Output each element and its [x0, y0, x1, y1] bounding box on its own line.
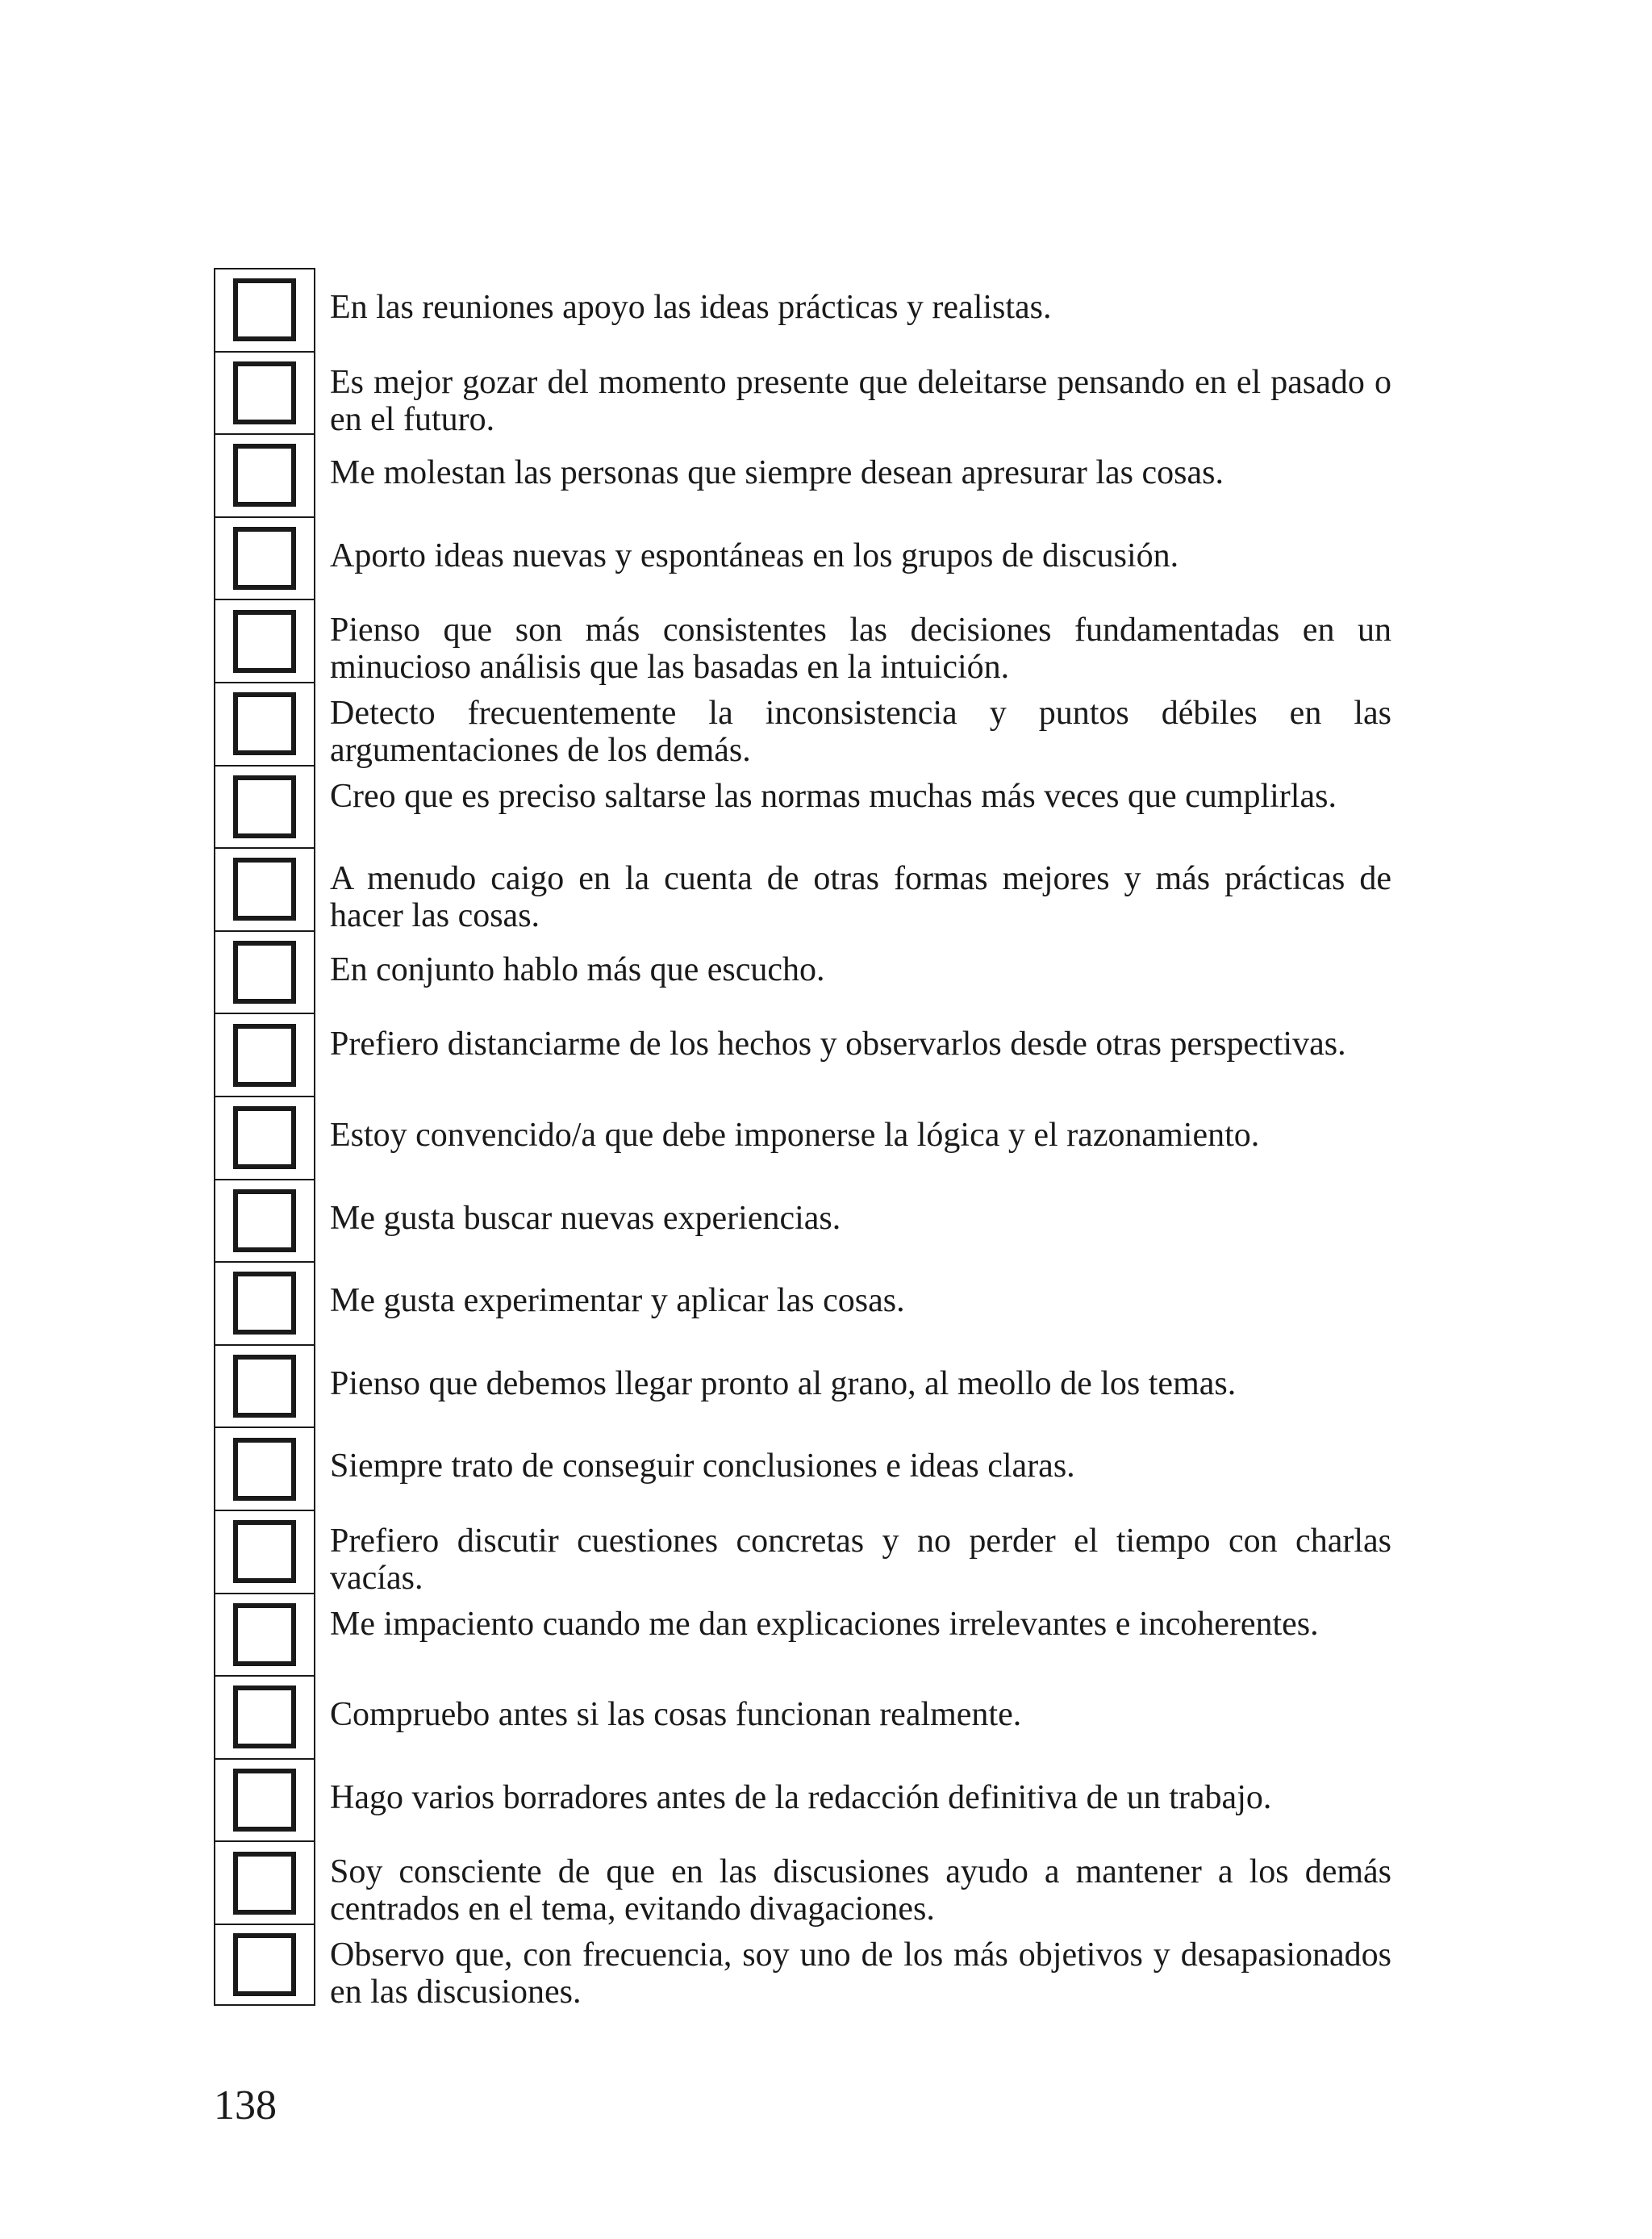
answer-checkbox[interactable]: [233, 1106, 296, 1169]
questionnaire-row: [214, 1427, 1391, 1510]
questionnaire-row: [214, 1261, 1391, 1344]
answer-checkbox[interactable]: [233, 775, 296, 838]
checkbox-cell: [214, 268, 315, 351]
statement-text: Observo que, con frecuencia, soy uno de los más objetivos y desapasionados en las discusiones.: [330, 1936, 1391, 2011]
answer-checkbox[interactable]: [233, 1686, 296, 1748]
checkbox-cell: [214, 1510, 315, 1593]
checkbox-cell: [214, 682, 315, 765]
checkbox-cell: [214, 930, 315, 1013]
answer-checkbox[interactable]: [233, 1852, 296, 1915]
statement-text: Siempre trato de conseguir conclusiones e ideas claras.: [330, 1447, 1075, 1485]
checkbox-cell: [214, 765, 315, 848]
questionnaire-row: [214, 930, 1391, 1013]
questionnaire-row: [214, 268, 1391, 351]
questionnaire-row: [214, 1675, 1391, 1758]
answer-checkbox[interactable]: [233, 1024, 296, 1087]
answer-checkbox[interactable]: [233, 1603, 296, 1666]
statement-text: Pienso que debemos llegar pronto al grano, al meollo de los temas.: [330, 1364, 1237, 1402]
page-number: 138: [214, 2082, 277, 2128]
answer-checkbox[interactable]: [233, 444, 296, 507]
checkbox-cell: [214, 433, 315, 516]
statement-text: Me impaciento cuando me dan explicaciones irrelevantes e incoherentes.: [330, 1605, 1319, 1643]
checkbox-cell: [214, 1758, 315, 1841]
checkbox-cell: [214, 599, 315, 682]
answer-checkbox[interactable]: [233, 278, 296, 341]
questionnaire-row: [214, 765, 1391, 848]
answer-checkbox[interactable]: [233, 941, 296, 1004]
answer-checkbox[interactable]: [233, 692, 296, 755]
statement-text: En las reuniones apoyo las ideas prácticas y realistas.: [330, 289, 1052, 326]
checkbox-cell: [214, 1261, 315, 1344]
questionnaire-table: [214, 268, 1391, 2011]
statement-text: Me molestan las personas que siempre desean apresurar las cosas.: [330, 454, 1224, 492]
statement-text: Prefiero discutir cuestiones concretas y no perder el tiempo con charlas vacías.: [330, 1522, 1391, 1597]
answer-checkbox[interactable]: [233, 361, 296, 424]
checkbox-cell: [214, 1675, 315, 1758]
answer-checkbox[interactable]: [233, 1933, 296, 1996]
answer-checkbox[interactable]: [233, 1272, 296, 1335]
statement-text: Soy consciente de que en las discusiones ayudo a mantener a los demás centrados en el tema, evitando divagaciones.: [330, 1853, 1391, 1928]
statement-text: Prefiero distanciarme de los hechos y observarlos desde otras perspectivas.: [330, 1026, 1346, 1063]
checkbox-cell: [214, 516, 315, 599]
answer-checkbox[interactable]: [233, 527, 296, 590]
statement-text: Creo que es preciso saltarse las normas muchas más veces que cumplirlas.: [330, 777, 1337, 815]
checkbox-cell: [214, 1096, 315, 1179]
statement-text: Es mejor gozar del momento presente que deleitarse pensando en el pasado o en el futuro.: [330, 363, 1391, 438]
checkbox-cell: [214, 1179, 315, 1262]
statement-text: Me gusta experimentar y aplicar las cosas.: [330, 1282, 905, 1320]
questionnaire-row: [214, 1013, 1391, 1096]
questionnaire-row: [214, 1593, 1391, 1676]
questionnaire-row: [214, 682, 1391, 769]
answer-checkbox[interactable]: [233, 1189, 296, 1252]
statement-text: Hago varios borradores antes de la redacción definitiva de un trabajo.: [330, 1778, 1272, 1816]
statement-text: Compruebo antes si las cosas funcionan realmente.: [330, 1696, 1022, 1734]
answer-checkbox[interactable]: [233, 1520, 296, 1583]
questionnaire-row: [214, 351, 1391, 438]
checkbox-cell: [214, 1593, 315, 1676]
answer-checkbox[interactable]: [233, 1769, 296, 1832]
checkbox-cell: [214, 1344, 315, 1427]
questionnaire-row: [214, 1510, 1391, 1597]
questionnaire-row: [214, 1179, 1391, 1262]
checkbox-cell: [214, 1840, 315, 1924]
statement-text: A menudo caigo en la cuenta de otras formas mejores y más prácticas de hacer las cosas.: [330, 860, 1391, 935]
questionnaire-row: [214, 1344, 1391, 1427]
answer-checkbox[interactable]: [233, 1438, 296, 1501]
questionnaire-row: [214, 1758, 1391, 1841]
questionnaire-row: [214, 1840, 1391, 1928]
questionnaire-row: [214, 516, 1391, 599]
checkbox-cell: [214, 1924, 315, 2007]
statement-text: Pienso que son más consistentes las decisiones fundamentadas en un minucioso análisis que las basadas en la intuición.: [330, 612, 1391, 687]
questionnaire-row: [214, 433, 1391, 516]
questionnaire-row: [214, 1924, 1391, 2011]
checkbox-cell: [214, 1013, 315, 1096]
statement-text: Detecto frecuentemente la inconsistencia y puntos débiles en las argumentaciones de los demás.: [330, 694, 1391, 769]
checkbox-cell: [214, 847, 315, 930]
answer-checkbox[interactable]: [233, 610, 296, 673]
questionnaire-row: [214, 847, 1391, 935]
statement-text: Aporto ideas nuevas y espontáneas en los grupos de discusión.: [330, 537, 1179, 574]
checkbox-cell: [214, 351, 315, 434]
questionnaire-row: [214, 599, 1391, 687]
statement-text: Estoy convencido/a que debe imponerse la lógica y el razonamiento.: [330, 1116, 1260, 1154]
checkbox-cell: [214, 1427, 315, 1510]
answer-checkbox[interactable]: [233, 1355, 296, 1418]
answer-checkbox[interactable]: [233, 858, 296, 921]
statement-text: En conjunto hablo más que escucho.: [330, 950, 825, 988]
questionnaire-row: [214, 1096, 1391, 1179]
statement-text: Me gusta buscar nuevas experiencias.: [330, 1199, 841, 1237]
